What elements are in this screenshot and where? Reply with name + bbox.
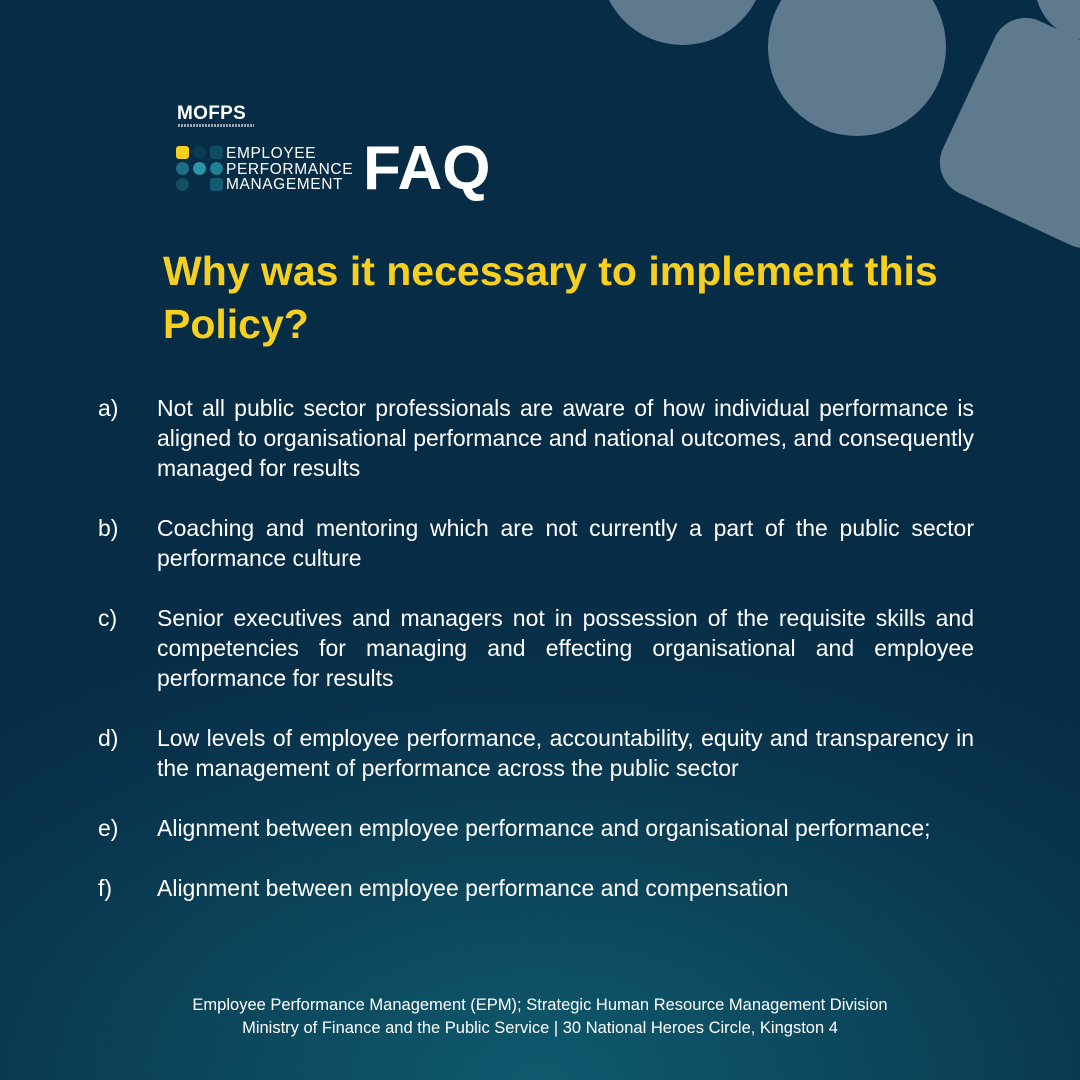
decor-circle (768, 0, 946, 136)
footer-line-2: Ministry of Finance and the Public Service | 30 National Heroes Circle, Kingston 4 (242, 1019, 838, 1037)
item-marker: e) (98, 815, 119, 841)
epm-logo-icon (176, 146, 226, 192)
decor-circle (600, 0, 765, 45)
list-item (98, 813, 974, 843)
footer (0, 994, 1080, 1040)
list-item (98, 873, 974, 903)
list-item (98, 603, 974, 693)
item-marker: b) (98, 515, 119, 541)
item-text: Alignment between employee performance and compensation (157, 875, 789, 901)
epm-logo-text (226, 146, 353, 193)
item-text: Senior executives and managers not in possession of the requisite skills and competencies for managing and effecting organisational and employee performance for results (157, 605, 974, 691)
item-text: Low levels of employee performance, accountability, equity and transparency in the management of performance across the public sector (157, 725, 974, 781)
epm-line-performance: PERFORMANCE (226, 160, 354, 178)
faq-title: FAQ (363, 134, 491, 203)
footer-line-1: Employee Performance Management (EPM); Strategic Human Resource Management Division (192, 996, 888, 1014)
item-marker: f) (98, 875, 113, 901)
item-text: Coaching and mentoring which are not currently a part of the public sector performance culture (157, 515, 974, 571)
item-marker: d) (98, 725, 119, 751)
reasons-list (98, 393, 974, 933)
item-text: Not all public sector professionals are aware of how individual performance is aligned to organisational performance and national outcomes, and consequently managed for results (157, 395, 974, 481)
list-item (98, 393, 974, 483)
list-item (98, 513, 974, 573)
mofps-logo-subtitle (178, 124, 254, 127)
item-marker: a) (98, 395, 119, 421)
question-heading: Why was it necessary to implement this Policy? (163, 248, 938, 347)
decor-rounded-square (929, 7, 1080, 259)
epm-line-management: MANAGEMENT (226, 176, 344, 193)
mofps-logo: MOFPS (177, 103, 247, 124)
list-item (98, 723, 974, 783)
epm-line-employee: EMPLOYEE (226, 145, 317, 162)
item-text: Alignment between employee performance and organisational performance; (157, 815, 931, 841)
item-marker: c) (98, 605, 118, 631)
